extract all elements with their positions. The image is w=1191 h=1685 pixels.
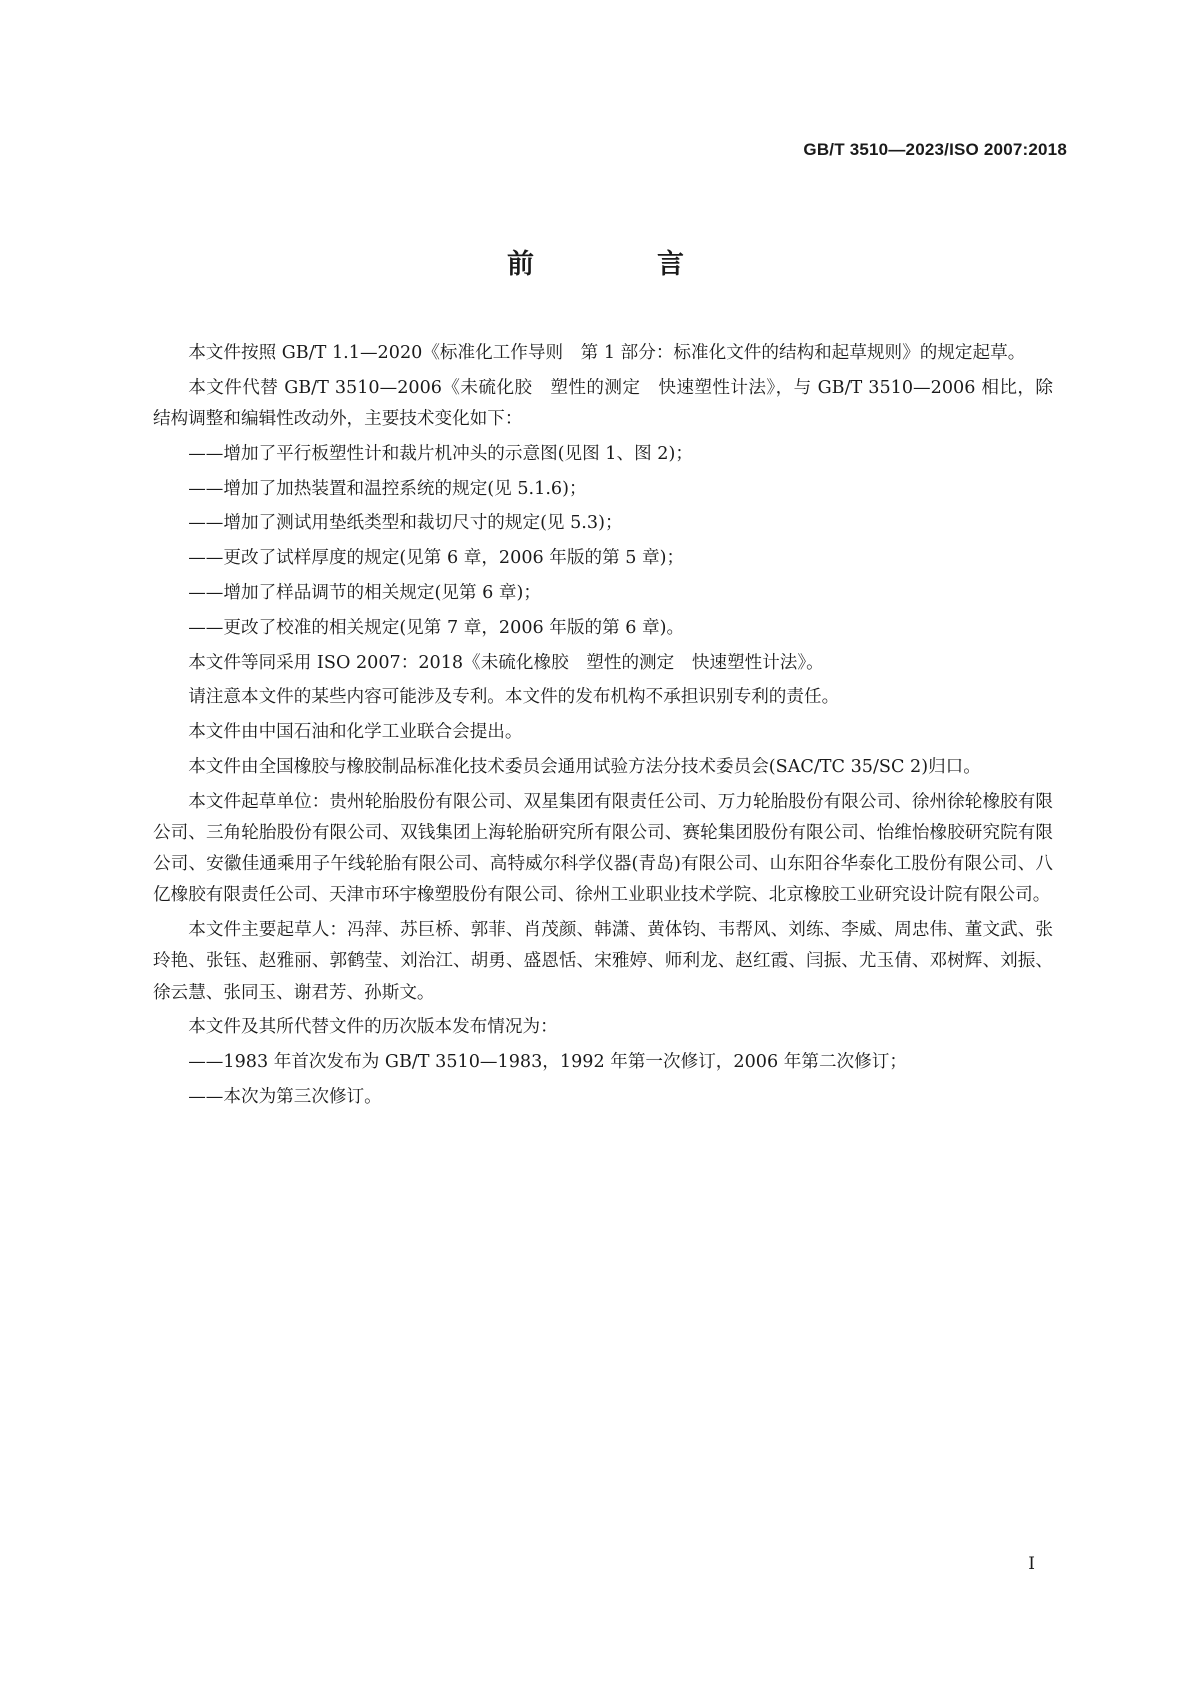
page-title: 前 言	[507, 249, 732, 280]
standard-code: GB/T 3510—2023/ISO 2007:2018	[803, 140, 1067, 159]
paragraph-committee: 本文件由全国橡胶与橡胶制品标准化技术委员会通用试验方法分技术委员会(SAC/TC 35/SC 2)归口。	[188, 756, 981, 777]
paragraph-drafting-rules: 本文件按照 GB/T 1.1—2020《标准化工作导则 第 1 部分：标准化文件的结构和起草规则》的规定起草。	[188, 343, 1026, 363]
change-item: ——增加了平行板塑性计和裁片机冲头的示意图(见图 1、图 2)；	[188, 443, 693, 464]
paragraph-patent-notice: 请注意本文件的某些内容可能涉及专利。本文件的发布机构不承担识别专利的责任。	[188, 687, 840, 708]
paragraph-replacement: 本文件代替 GB/T 3510—2006《未硫化胶 塑性的测定 快速塑性计法》，与 GB/T 3510—2006 相比，除结构调整和编辑性改动外，主要技术变化如下：	[153, 377, 1053, 429]
change-item: ——增加了加热装置和温控系统的规定(见 5.1.6)；	[188, 478, 587, 499]
change-item: ——增加了测试用垫纸类型和裁切尺寸的规定(见 5.3)；	[188, 513, 623, 534]
change-item: ——更改了试样厚度的规定(见第 6 章，2006 年版的第 5 章)；	[188, 548, 685, 569]
change-item: ——增加了样品调节的相关规定(见第 6 章)；	[188, 582, 541, 603]
paragraph-drafting-units: 本文件起草单位：贵州轮胎股份有限公司、双星集团有限责任公司、万力轮胎股份有限公司、徐州徐轮橡胶有限公司、三角轮胎股份有限公司、双钱集团上海轮胎研究所有限公司、赛轮集团股份有限公司、怡维怡橡胶研究院有限公司、安徽佳通乘用子午线轮胎有限公司、高特威尔科学仪器(青岛)有限公司、山东阳谷华泰化工股份有限公司、八亿橡胶有限责任公司、天津市环宇橡塑股份有限公司、徐州工业职业技术学院、北京橡胶工业研究设计院有限公司。	[153, 791, 1053, 906]
paragraph-drafters: 本文件主要起草人：冯萍、苏巨桥、郭菲、肖茂颜、韩潇、黄体钧、韦帮风、刘练、李威、周忠伟、董文武、张玲艳、张钰、赵雅丽、郭鹤莹、刘治江、胡勇、盛恩恬、宋雅婷、师利龙、赵红霞、闫振、尤玉倩、邓树辉、刘振、徐云慧、张同玉、谢君芳、孙斯文。	[153, 920, 1053, 1003]
paragraph-adoption: 本文件等同采用 ISO 2007：2018《未硫化橡胶 塑性的测定 快速塑性计法》。	[188, 652, 824, 673]
preface-body	[153, 338, 1053, 1117]
change-item: ——更改了校准的相关规定(见第 7 章，2006 年版的第 6 章)。	[188, 617, 685, 638]
page-number: I	[1028, 1554, 1035, 1574]
history-item: ——1983 年首次发布为 GB/T 3510—1983，1992 年第一次修订，2006 年第二次修订；	[188, 1052, 907, 1073]
history-item: ——本次为第三次修订。	[188, 1086, 382, 1107]
paragraph-proposer: 本文件由中国石油和化学工业联合会提出。	[188, 722, 523, 743]
paragraph-history-intro: 本文件及其所代替文件的历次版本发布情况为：	[188, 1017, 558, 1038]
